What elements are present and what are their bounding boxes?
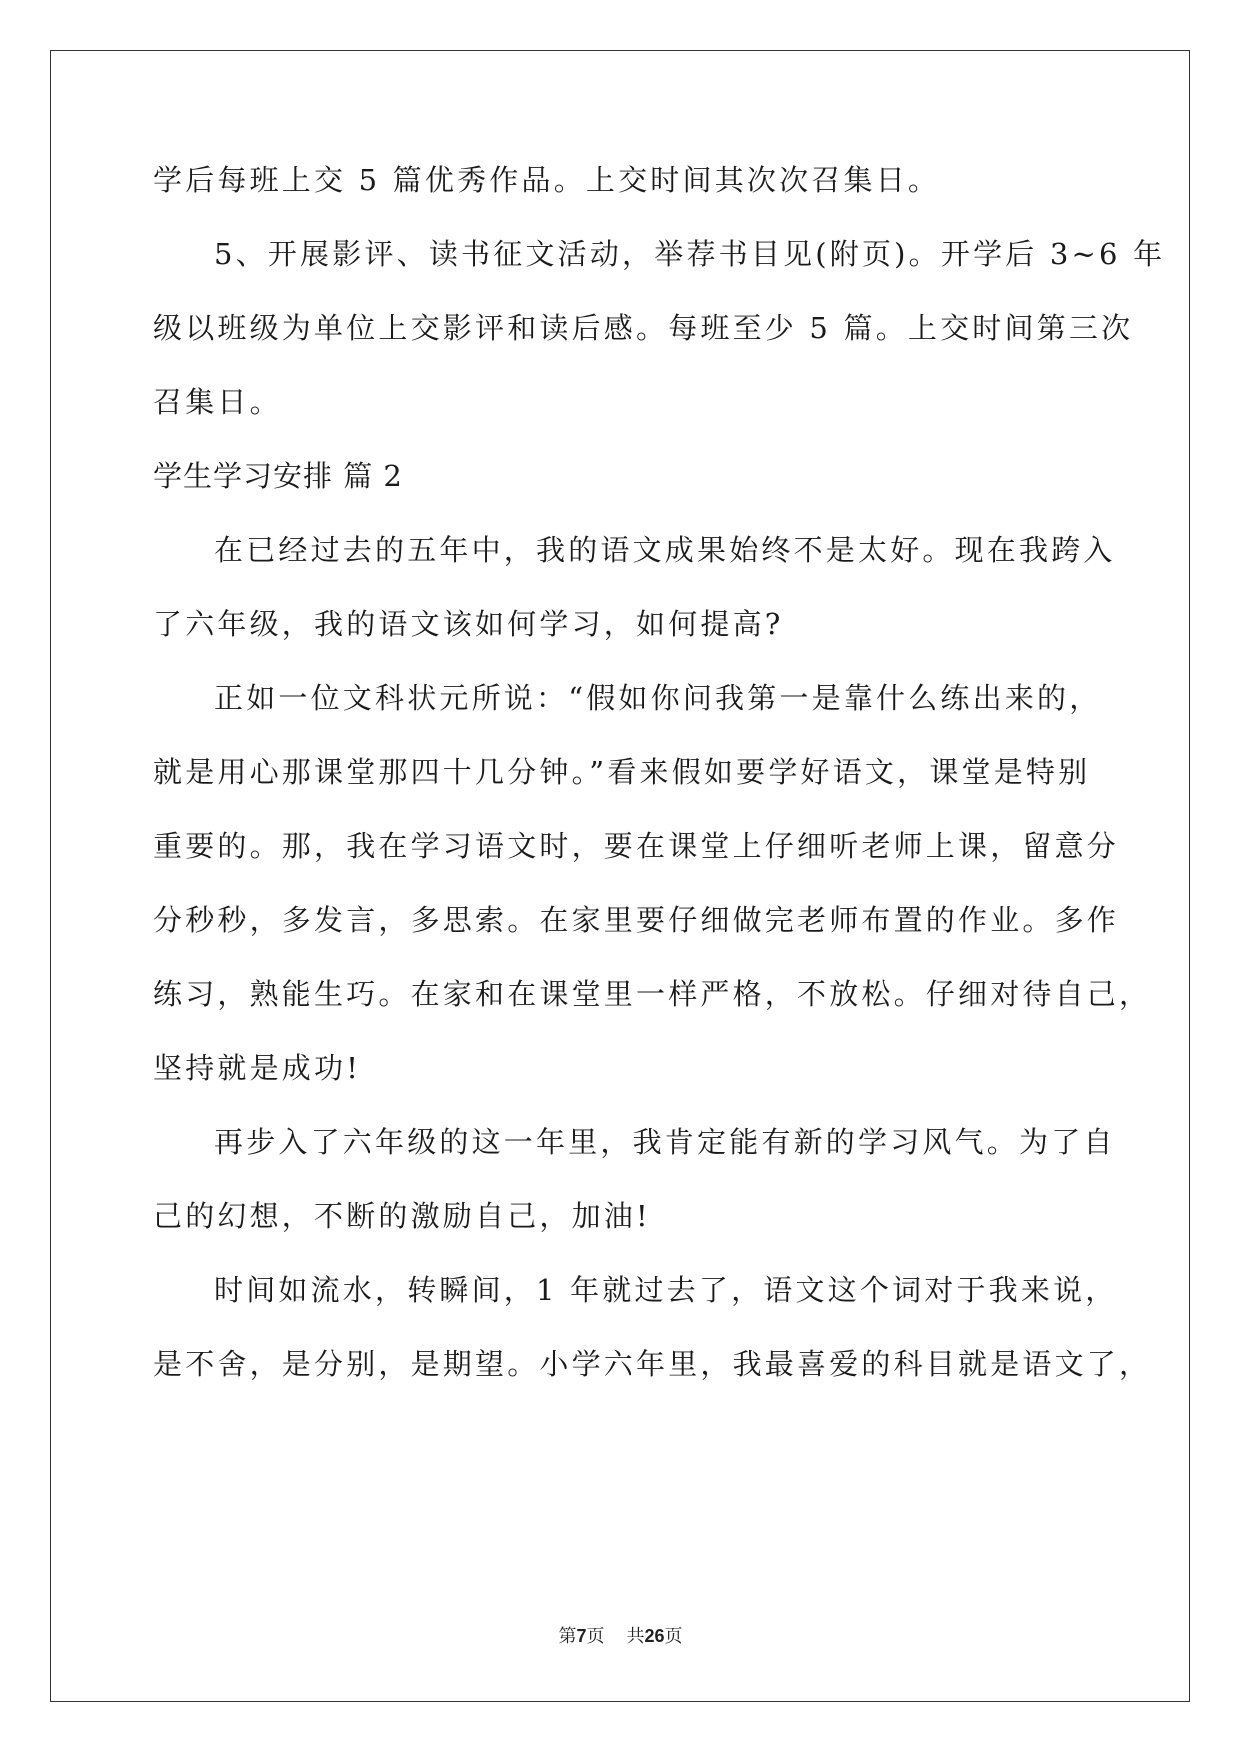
footer-prefix: 第 (558, 1626, 577, 1646)
total-page-count: 26 (644, 1626, 665, 1646)
current-page-number: 7 (576, 1626, 587, 1646)
text-line: 正如一位文科状元所说：“假如你问我第一是靠什么练出来的， (214, 681, 1102, 715)
text-line: 就是用心那课堂那四十几分钟。”看来假如要学好语文，课堂是特别 (153, 755, 1091, 789)
text-line: 级以班级为单位上交影评和读后感。每班至少 5 篇。上交时间第三次 (153, 311, 1134, 345)
text-line: 在已经过去的五年中，我的语文成果始终不是太好。现在我跨入 (214, 533, 1116, 567)
page-footer (0, 1622, 1241, 1648)
text-line: 是不舍，是分别，是期望。小学六年里，我最喜爱的科目就是语文了， (153, 1347, 1152, 1381)
footer-total-prefix: 共 (626, 1626, 645, 1646)
text-line: 了六年级，我的语文该如何学习，如何提高? (153, 607, 784, 641)
text-line: 己的幻想，不断的激励自己，加油! (153, 1199, 651, 1233)
text-line: 重要的。那，我在学习语文时，要在课堂上仔细听老师上课，留意分 (153, 829, 1120, 863)
text-line: 练习，熟能生巧。在家和在课堂里一样严格，不放松。仔细对待自己， (153, 977, 1152, 1011)
text-line: 5、开展影评、读书征文活动，举荐书目见(附页)。开学后 3~6 年 (214, 237, 1166, 271)
page-border (50, 50, 1190, 1702)
text-line: 坚持就是成功! (153, 1051, 362, 1085)
footer-total-suffix: 页 (664, 1626, 683, 1646)
text-line: 时间如流水，转瞬间，1 年就过去了，语文这个词对于我来说， (214, 1273, 1118, 1307)
text-line: 分秒秒，多发言，多思索。在家里要仔细做完老师布置的作业。多作 (153, 903, 1120, 937)
text-line: 召集日。 (153, 385, 282, 419)
text-line: 学后每班上交 5 篇优秀作品。上交时间其次次召集日。 (153, 163, 941, 197)
text-line: 再步入了六年级的这一年里，我肯定能有新的学习风气。为了自 (214, 1125, 1116, 1159)
section-heading: 学生学习安排 篇 2 (153, 459, 403, 493)
footer-page-word: 页 (586, 1626, 605, 1646)
